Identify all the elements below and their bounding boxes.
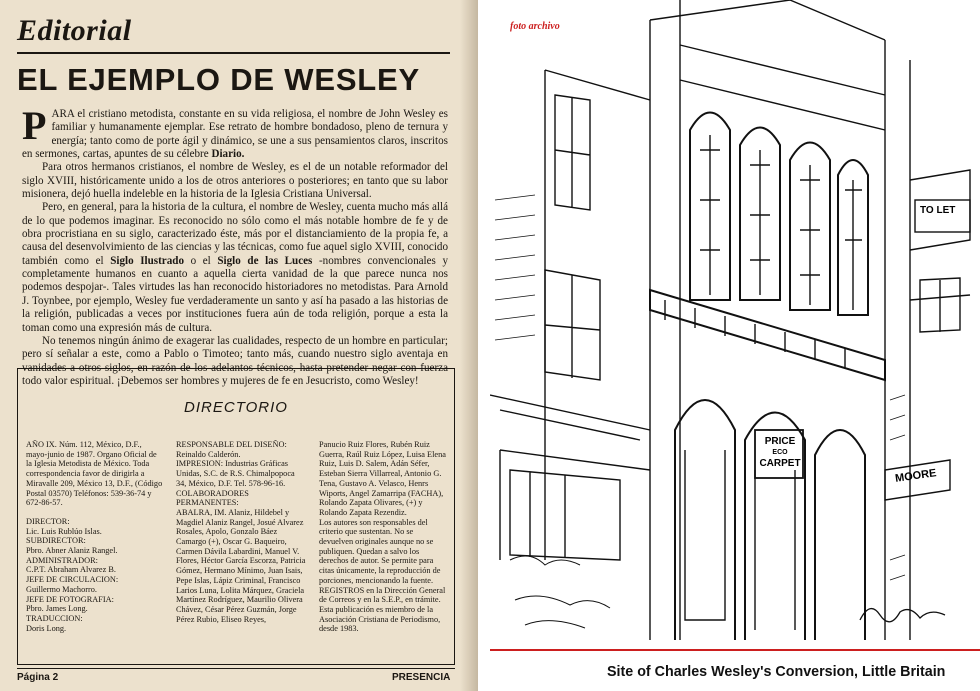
footer-rule [17,668,455,669]
to-let-sign: TO LET [920,205,956,216]
paragraph-3: Pero, en general, para la historia de la cultura, el nombre de Wesley, cuenta mucho más allá de lo que podemos imaginar. Es reconocido no sólo como el más notable hombre de fe y de obra procristiana en su siglo, caracterizado éste, más por el distanciamiento de la propia fe, a causa del desenvolvimiento de las ciencias y las técnicas, como fue aquel siglo XVIII, conocido también como el Siglo Ilustrado o el Siglo de las Luces -nombres convencionales y completamente humanos en cuanto a aquella cierta vanidad de la que parece nunca nos podemos despojar-. Tales virtudes las han reconocido historiadores no metodistas. Para Arnold J. Toynbee, por ejemplo, Wesley fue verdaderamente un santo y así ha pasado a las historias de la religión, publicadas a veces por instituciones fuera aún de toda religión, porque a esta la toman como una expresión más de cultura. [22,201,449,334]
photo-credit: foto archivo [510,21,560,32]
directory-box [17,368,455,665]
page-number: Página 2 [17,672,59,683]
article-body [22,103,449,388]
price-carpet-sign: PRICE ECO CARPET [759,436,801,469]
building-sketch [490,0,980,650]
directory-column-2: RESPONSABLE DEL DISEÑO: Reinaldo Calderón. IMPRESION: Industrias Gráficas Unidas, S.C. de R.S. Chimalpopoca 34, México, D.F. Tel. 578-96-16. COLABORADORES PERMANENTES: ABALRA, IM. Alaniz, Hildebel y Magdiel Alaniz Rangel, Josué Alvarez Rosales, Apolo, Gonzalo Báez Camargo (+), Oscar G. Baqueiro, Carmen Dávila Labardini, Manuel V. Flores, Héctor García Escorza, Patricia Gómez, Hermano Mínimo, Juan Isais, Pepe Islas, Lápiz Criminal, Francisco Larios Luna, Lolita Márquez, Graciela Martínez Rodríguez, Maurilio Olivera Chávez, César Pérez Guzmán, Jorge Pérez Rubio, Eliseo Reyes, [176,440,306,624]
paragraph-4: No tenemos ningún ánimo de exagerar las cualidades, respecto de un hombre en particular; pero sí señalar a este, como a Pablo o Timoteo; tanto más, cuando nuestro siglo aventaja en vanidades a otros siglos, en razón de los adelantos técnicos, hasta pretender negar con fuerza todo valor espiritual. ¡Debemos ser hombres y mujeres de fe en Jesucristo, como Wesley! [22,334,448,387]
illustration-caption: Site of Charles Wesley's Conversion, Little Britain [607,664,946,680]
caption-rule [490,649,980,651]
editorial-page [0,0,478,691]
moore-sign: MOORE [894,467,938,485]
directory-title: DIRECTORIO [184,399,288,416]
section-label: Editorial [17,14,132,47]
paragraph-1: PARA el cristiano metodista, constante en su vida religiosa, el nombre de John Wesley es familiar y humanamente ejemplar. Ese retrato de hombre bondadoso, pleno de ternura y energía; tanto como de porte ágil y dinámico, se une a sus pensamientos claros, inscritos en sermones, cartas, apuntes de su célebre Diario. [22,103,448,161]
directory-column-3: Panucio Ruiz Flores, Rubén Ruiz Guerra, Raúl Ruiz López, Luisa Elena Ruiz, Luis D. Salem, Adán Séfer, Esteban Sierra Villarreal, Antonio G. Tena, Gustavo A. Velasco, Henrs Wiports, Angel Zamarripa (FACHA), Rolando Zapata Olivares, (+) y Rolando Zapata Rezendiz. Los autores son responsables del criterio que sustentan. No se devuelven originales aunque no se publiquen. Quedan a salvo los derechos de autor. Se permite para citas únicamente, la reproducción de porciones, mencionando la fuente. REGISTROS en la Dirección General de Correos y en la S.E.P., en trámite. Esta publicación es miembro de la Asociación Cristiana de Periodismo, desde 1983. [319,440,446,634]
publication-name: PRESENCIA [392,672,451,683]
paragraph-2: Para otros hermanos cristianos, el nombre de Wesley, es el de un notable reformador del siglo XVIII, históricamente unido a los de otros anteriores o posteriores; en tanto que su labor misionera, dejó huella indeleble en la historia de la Iglesia Cristiana Universal. [22,161,448,201]
headline: EL EJEMPLO DE WESLEY [17,62,421,97]
section-rule [17,52,450,54]
directory-column-1: AÑO IX. Núm. 112, México, D.F., mayo-junio de 1987. Organo Oficial de la Iglesia Metodista de México. Toda correspondencia favor de dirigirla a Miravalle 209, México 13, D.F., (Código Postal 03570) Teléfonos: 539-36-74 y 672-86-57. DIRECTOR: Lic. Luis Rublúo Islas. SUBDIRECTOR: Pbro. Abner Alaniz Rangel. ADMINISTRADOR: C.P.T. Abraham Alvarez B. JEFE DE CIRCULACION: Guillermo Machorro. JEFE DE FOTOGRAFIA: Pbro. James Long. TRADUCCION: Doris Long. [26,440,163,633]
drop-cap: P [22,103,47,148]
illustration-page [490,0,980,691]
